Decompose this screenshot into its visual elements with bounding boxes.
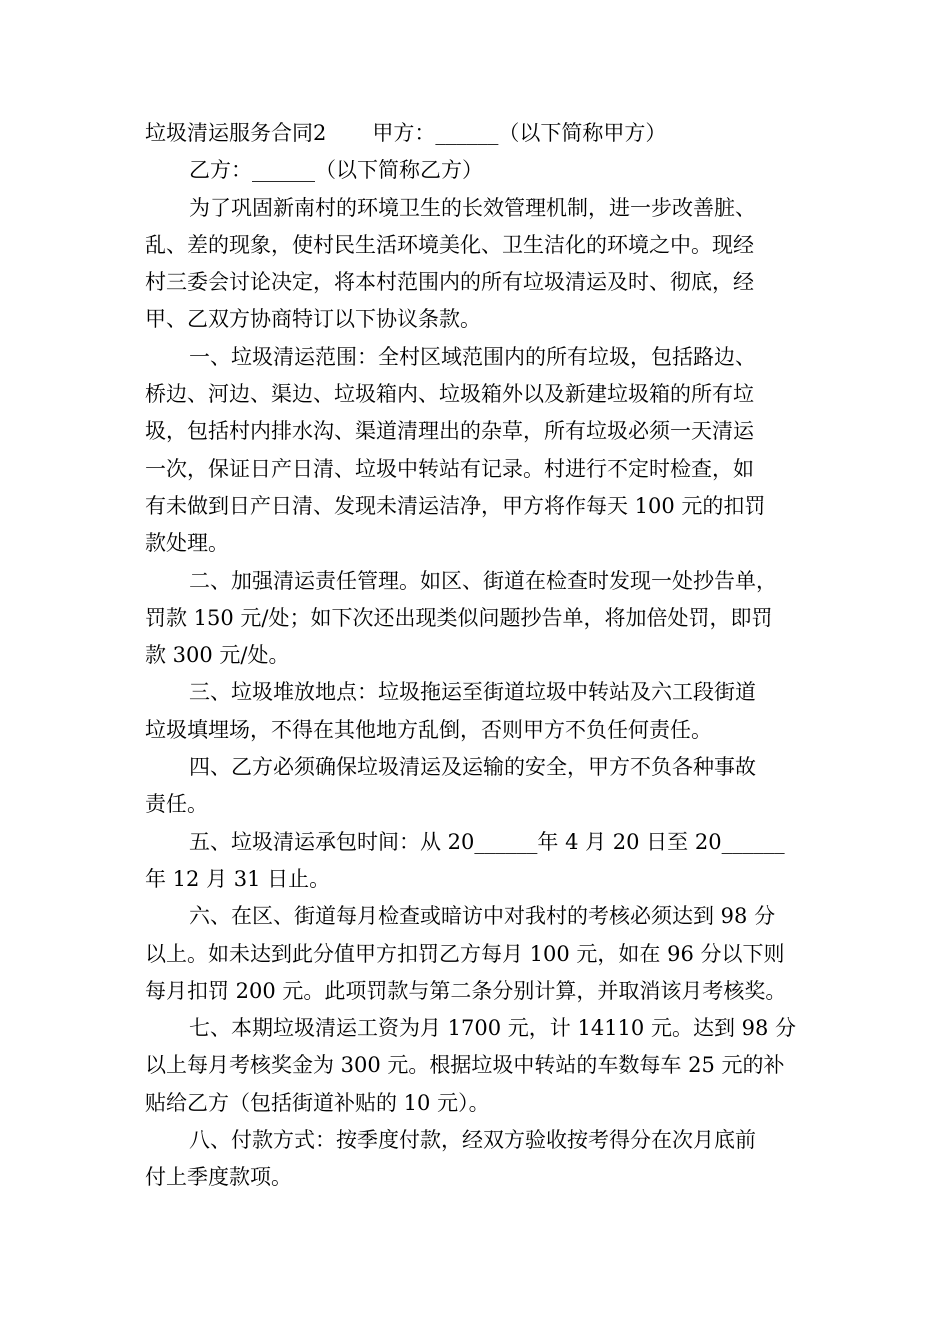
text-line: 六、在区、街道每月检查或暗访中对我村的考核必须达到 98 分: [189, 904, 776, 929]
text-line: 甲、乙双方协商特订以下协议条款。: [145, 307, 481, 332]
text-line: 贴给乙方（包括街道补贴的 10 元）。: [145, 1090, 490, 1115]
document-title: 垃圾清运服务合同2: [145, 121, 327, 145]
text-line: 每月扣罚 200 元。此项罚款与第二条分别计算，并取消该月考核奖。: [145, 978, 787, 1003]
text-line: 年 12 月 31 日止。: [145, 866, 331, 891]
text-line: 五、垃圾清运承包时间：从 20______年 4 月 20 日至 20______: [189, 829, 785, 854]
text-line: 乱、差的现象，使村民生活环境美化、卫生洁化的环境之中。现经: [145, 232, 754, 257]
text-line: 一次，保证日产日清、垃圾中转站有记录。村进行不定时检查，如: [145, 456, 754, 481]
document-body: [145, 115, 810, 1197]
text-line: 为了巩固新南村的环境卫生的长效管理机制，进一步改善脏、: [189, 195, 756, 220]
text-line: 款处理。: [145, 531, 229, 556]
text-line: 二、加强清运责任管理。如区、街道在检查时发现一处抄告单，: [189, 568, 777, 593]
text-line: 四、乙方必须确保垃圾清运及运输的安全，甲方不负各种事故: [189, 755, 756, 780]
text-line: 有未做到日产日清、发现未清运洁净，甲方将作每天 100 元的扣罚: [145, 493, 766, 518]
text-line: 款 300 元/处。: [145, 643, 290, 668]
party-a-line: 甲方：______（以下简称甲方）: [372, 121, 667, 145]
text-line: 垃圾填埋场，不得在其他地方乱倒，否则甲方不负任何责任。: [145, 717, 712, 742]
text-line: 村三委会讨论决定，将本村范围内的所有垃圾清运及时、彻底，经: [145, 270, 754, 295]
text-line: 罚款 150 元/处；如下次还出现类似问题抄告单，将加倍处罚，即罚: [145, 605, 773, 630]
contract-text: [145, 190, 810, 1197]
text-line: 三、垃圾堆放地点：垃圾拖运至街道垃圾中转站及六工段街道: [189, 680, 756, 705]
heading-line: [145, 115, 810, 152]
text-line: 七、本期垃圾清运工资为月 1700 元，计 14110 元。达到 98 分: [189, 1016, 797, 1041]
text-line: 八、付款方式：按季度付款，经双方验收按考得分在次月底前: [189, 1128, 756, 1153]
text-line: 以上每月考核奖金为 300 元。根据垃圾中转站的车数每车 25 元的补: [145, 1053, 785, 1078]
text-line: 桥边、河边、渠边、垃圾箱内、垃圾箱外以及新建垃圾箱的所有垃: [145, 382, 754, 407]
party-b-line: 乙方：______（以下简称乙方）: [189, 158, 483, 183]
text-line: 圾，包括村内排水沟、渠道清理出的杂草，所有垃圾必须一天清运: [145, 419, 754, 444]
text-line: 付上季度款项。: [145, 1165, 292, 1190]
text-line: 以上。如未达到此分值甲方扣罚乙方每月 100 元，如在 96 分以下则: [145, 941, 785, 966]
text-line: 责任。: [145, 792, 208, 817]
text-line: 一、垃圾清运范围：全村区域范围内的所有垃圾，包括路边、: [189, 344, 756, 369]
